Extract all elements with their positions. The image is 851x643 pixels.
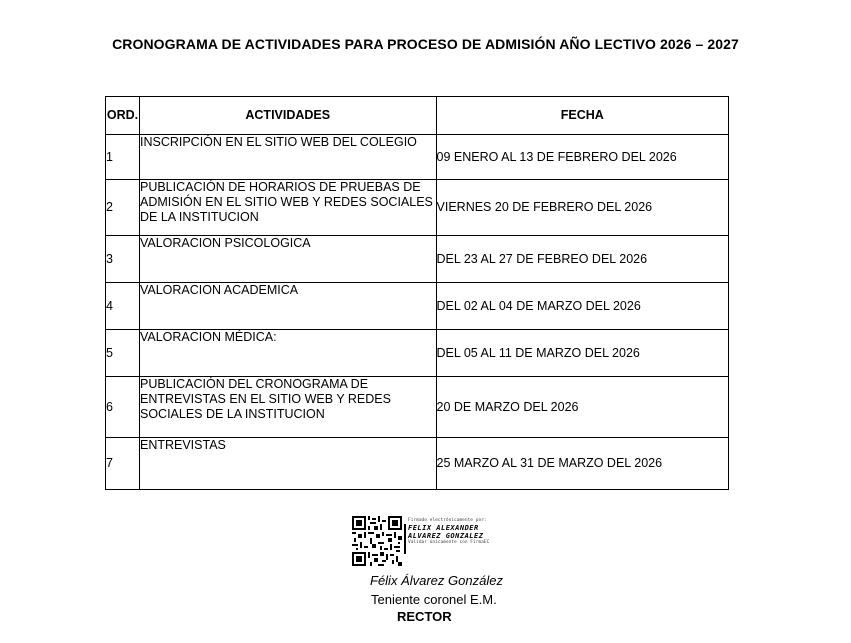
schedule-table (105, 96, 729, 490)
row-fecha: 09 ENERO AL 13 DE FEBRERO DEL 2026 (436, 135, 728, 180)
row-ord: 1 (106, 135, 140, 180)
row-fecha: DEL 02 AL 04 DE MARZO DEL 2026 (436, 283, 728, 330)
table-row (106, 236, 729, 283)
stamp-validation-note: Validar únicamente con FirmaEC (408, 540, 490, 545)
row-actividad: PUBLICACIÓN DEL CRONOGRAMA DE ENTREVISTAS EN EL SITIO WEB Y REDES SOCIALES DE LA INSTITUCION (139, 377, 436, 438)
row-fecha: DEL 05 AL 11 DE MARZO DEL 2026 (436, 330, 728, 377)
row-ord: 7 (106, 438, 140, 490)
table-row (106, 283, 729, 330)
signature-divider (404, 524, 406, 554)
header-fecha: FECHA (436, 97, 728, 135)
table-row (106, 438, 729, 490)
signer-name: Félix Álvarez González (370, 573, 503, 588)
row-fecha: 20 DE MARZO DEL 2026 (436, 377, 728, 438)
row-actividad: VALORACION PSICOLOGICA (139, 236, 436, 283)
row-ord: 4 (106, 283, 140, 330)
signer-rank: Teniente coronel E.M. (371, 592, 497, 607)
table-row (106, 180, 729, 236)
row-ord: 3 (106, 236, 140, 283)
header-ord: ORD. (106, 97, 140, 135)
stamp-caption: Firmado electrónicamente por: (408, 518, 487, 523)
row-actividad: VALORACION ACADEMICA (139, 283, 436, 330)
row-ord: 5 (106, 330, 140, 377)
row-actividad: VALORACION MÉDICA: (139, 330, 436, 377)
row-fecha: DEL 23 AL 27 DE FEBREO DEL 2026 (436, 236, 728, 283)
header-actividades: ACTIVIDADES (139, 97, 436, 135)
table-row (106, 135, 729, 180)
stamp-signer-name: FELIX ALEXANDER (408, 524, 479, 532)
document-title: CRONOGRAMA DE ACTIVIDADES PARA PROCESO DE ADMISIÓN AÑO LECTIVO 2026 – 2027 (112, 36, 739, 52)
table-row (106, 377, 729, 438)
qr-code-icon (352, 516, 402, 566)
signer-role: RECTOR (397, 609, 452, 624)
row-actividad: INSCRIPCIÓN EN EL SITIO WEB DEL COLEGIO (139, 135, 436, 180)
stamp-signer-surname: ALVAREZ GONZALEZ (408, 532, 484, 540)
table-row (106, 330, 729, 377)
row-ord: 2 (106, 180, 140, 236)
row-fecha: VIERNES 20 DE FEBRERO DEL 2026 (436, 180, 728, 236)
row-actividad: PUBLICACIÓN DE HORARIOS DE PRUEBAS DE ADMISIÓN EN EL SITIO WEB Y REDES SOCIALES DE LA INSTITUCION (139, 180, 436, 236)
row-ord: 6 (106, 377, 140, 438)
signature-stamp-text (408, 518, 548, 546)
row-actividad: ENTREVISTAS (139, 438, 436, 490)
table-header-row (106, 97, 729, 135)
row-fecha: 25 MARZO AL 31 DE MARZO DEL 2026 (436, 438, 728, 490)
